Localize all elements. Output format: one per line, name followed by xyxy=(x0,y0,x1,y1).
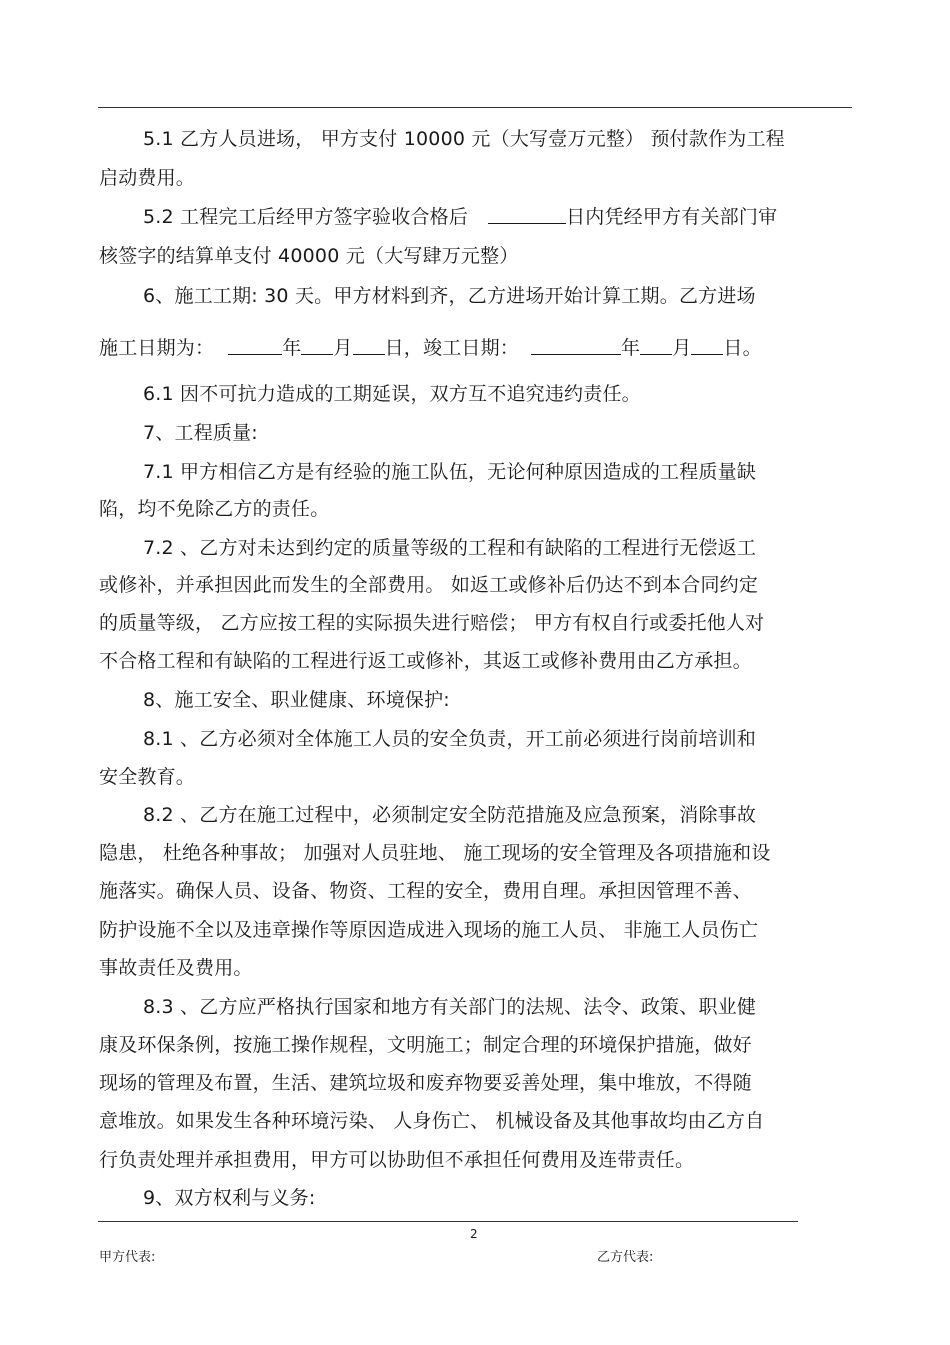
end-month-blank xyxy=(640,337,672,355)
clause-8-1-line-2: 安全教育。 xyxy=(99,766,196,788)
clause-8-heading: 8、施工安全、职业健康、环境保护: xyxy=(143,689,450,711)
clause-7-heading: 7、工程质量: xyxy=(143,422,258,444)
clause-7-1-line-2: 陷，均不免除乙方的责任。 xyxy=(99,498,330,520)
clause-5-2-text-b: 日内凭经甲方有关部门审 xyxy=(566,206,778,228)
day-label-2: 日。 xyxy=(723,337,762,359)
clause-8-3-line-3: 现场的管理及布置，生活、建筑垃圾和废弃物要妥善处理，集中堆放，不得随 xyxy=(99,1072,752,1094)
completion-date-label: 日，竣工日期： xyxy=(384,337,520,359)
clause-7-1-line-1: 7.1 甲方相信乙方是有经验的施工队伍，无论何种原因造成的工程质量缺 xyxy=(143,461,757,483)
clause-7-2-line-4: 不合格工程和有缺陷的工程进行返工或修补，其返工或修补费用由乙方承担。 xyxy=(99,650,752,672)
clause-8-3-line-5: 行负责处理并承担费用，甲方可以协助但不承担任何费用及连带责任。 xyxy=(99,1149,695,1171)
page-number: 2 xyxy=(470,1227,478,1241)
start-date-label: 施工日期为： xyxy=(99,337,215,359)
party-b-representative-label: 乙方代表: xyxy=(597,1250,654,1265)
clause-8-2-line-2: 隐患， 杜绝各种事故； 加强对人员驻地、 施工现场的安全管理及各项措施和设 xyxy=(99,842,771,864)
end-year-blank xyxy=(531,337,621,355)
clause-5-2-line-2: 核签字的结算单支付 40000 元（大写肆万元整） xyxy=(99,245,519,267)
clause-7-2-line-1: 7.2 、乙方对未达到约定的质量等级的工程和有缺陷的工程进行无偿返工 xyxy=(143,537,757,559)
clause-6-dates-line xyxy=(99,336,762,360)
footer-rule xyxy=(98,1221,798,1222)
clause-6-line-1: 6、施工工期: 30 天。甲方材料到齐，乙方进场开始计算工期。乙方进场 xyxy=(143,285,756,307)
clause-7-2-line-3: 的质量等级， 乙方应按工程的实际损失进行赔偿； 甲方有权自行或委托他人对 xyxy=(99,612,765,634)
month-label-2: 月 xyxy=(672,337,692,359)
clause-5-1-line-2: 启动费用。 xyxy=(99,167,196,189)
year-label-2: 年 xyxy=(621,337,641,359)
clause-8-3-line-2: 康及环保条例，按施工操作规程，文明施工；制定合理的环境保护措施，做好 xyxy=(99,1034,752,1056)
clause-8-3-line-1: 8.3 、乙方应严格执行国家和地方有关部门的法规、法令、政策、职业健 xyxy=(143,996,757,1018)
clause-8-2-line-3: 施落实。确保人员、设备、物资、工程的安全，费用自理。承担因管理不善、 xyxy=(99,880,752,902)
clause-7-2-line-2: 或修补，并承担因此而发生的全部费用。 如返工或修补后仍达不到本合同约定 xyxy=(99,574,759,596)
party-a-representative-label: 甲方代表: xyxy=(99,1250,156,1265)
month-label: 月 xyxy=(333,337,353,359)
clause-8-2-line-5: 事故责任及费用。 xyxy=(99,957,253,979)
year-label: 年 xyxy=(282,337,302,359)
clause-8-1-line-1: 8.1 、乙方必须对全体施工人员的安全负责，开工前必须进行岗前培训和 xyxy=(143,728,757,750)
start-day-blank xyxy=(353,337,385,355)
start-month-blank xyxy=(301,337,333,355)
start-year-blank xyxy=(228,337,282,355)
clause-5-1-line-1: 5.1 乙方人员进场， 甲方支付 10000 元（大写壹万元整） 预付款作为工程 xyxy=(143,128,785,150)
clause-5-2-text-a: 5.2 工程完工后经甲方签字验收合格后 xyxy=(143,206,469,228)
end-day-blank xyxy=(691,337,723,355)
clause-8-3-line-4: 意堆放。如果发生各种环境污染、 人身伤亡、 机械设备及其他事故均由乙方自 xyxy=(99,1110,765,1132)
clause-6-1: 6.1 因不可抗力造成的工期延误，双方互不追究违约责任。 xyxy=(143,383,641,405)
clause-8-2-line-4: 防护设施不全以及违章操作等原因造成进入现场的施工人员、 非施工人员伤亡 xyxy=(99,919,759,941)
clause-9-heading: 9、双方权利与义务: xyxy=(143,1187,316,1209)
clause-8-2-line-1: 8.2 、乙方在施工过程中，必须制定安全防范措施及应急预案，消除事故 xyxy=(143,804,757,826)
days-blank xyxy=(488,206,566,224)
clause-5-2-line-1 xyxy=(143,205,777,229)
header-rule xyxy=(98,107,852,108)
